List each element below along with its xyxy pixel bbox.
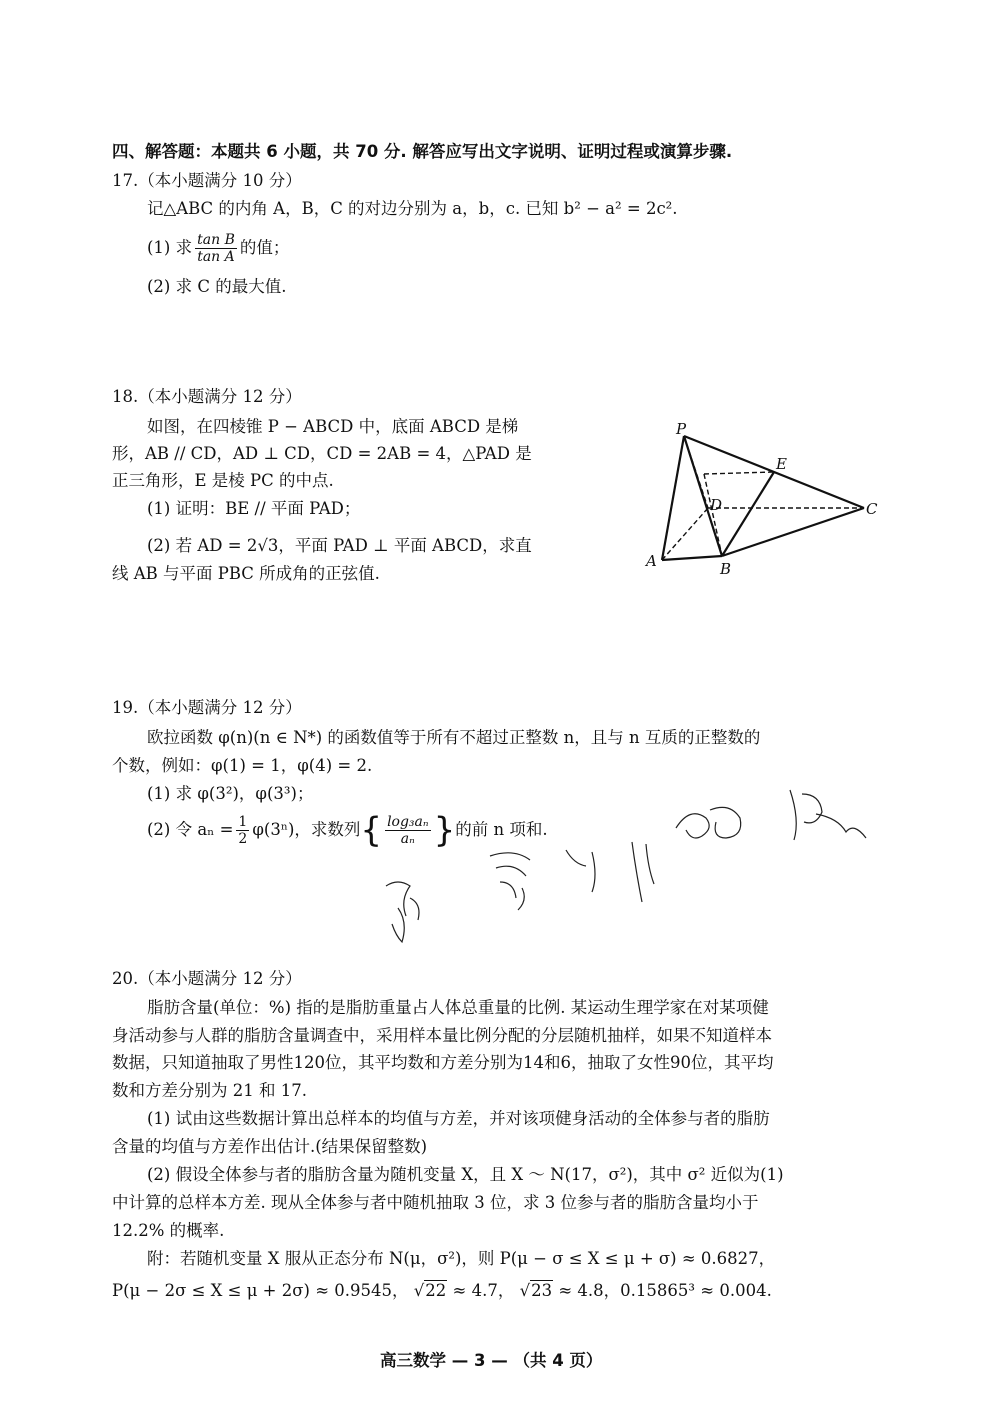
q19-part2-suffix: 的前 n 项和. (455, 820, 548, 839)
q20-line1: 脂肪含量(单位：%) 指的是脂肪重量占人体总重量的比例. 某运动生理学家在对某项健 (147, 998, 769, 1017)
q20-title: 20.（本小题满分 12 分） (112, 969, 302, 988)
section-header: 四、解答题：本题共 6 小题，共 70 分. 解答应写出文字说明、证明过程或演算步骤. (112, 142, 733, 161)
q20-line2: 身活动参与人群的脂肪含量调查中，采用样本量比例分配的分层随机抽样，如果不知道样本 (112, 1026, 772, 1045)
q17-frac-den: tan A (197, 249, 235, 265)
q18-part2b: 线 AB 与平面 PBC 所成角的正弦值. (112, 564, 380, 583)
scribble-1 (676, 807, 741, 838)
q17-part1-suffix: 的值； (239, 238, 290, 257)
q19-seq-den: aₙ (400, 831, 415, 847)
sqrt-22-value: 22 (425, 1281, 447, 1300)
scribble-4 (566, 842, 654, 902)
q20-part2c: 12.2% 的概率. (112, 1221, 225, 1240)
q17-fraction (195, 232, 237, 265)
q20-appendix2b: ≈ 4.7， (452, 1281, 515, 1300)
pyramid-figure (640, 418, 890, 580)
scribble-2 (790, 790, 866, 840)
sqrt-23: √23 (519, 1281, 553, 1300)
q19-part2-prefix: (2) 令 aₙ = (147, 820, 234, 839)
scribble-3 (490, 853, 530, 910)
line-FB (704, 474, 722, 556)
q19-half-num: 1 (238, 814, 248, 830)
label-A: A (646, 552, 657, 570)
q18-part1: (1) 证明：BE // 平面 PAD； (147, 499, 361, 518)
q20-line3: 数据，只知道抽取了男性120位，其平均数和方差分别为14和6，抽取了女性90位，其平均 (112, 1053, 774, 1072)
page-footer: 高三数学 — 3 — （共 4 页） (380, 1351, 603, 1370)
q18-line1: 如图，在四棱锥 P − ABCD 中，底面 ABCD 是梯 (147, 417, 519, 436)
q20-line4: 数和方差分别为 21 和 17. (112, 1081, 307, 1100)
q20-appendix1: 附：若随机变量 X 服从正态分布 N(μ，σ²)，则 P(μ − σ ≤ X ≤ μ + σ) ≈ 0.6827， (147, 1249, 776, 1268)
handwritten-scribbles (370, 770, 890, 970)
left-brace: { (360, 810, 383, 851)
q18-line2: 形，AB // CD，AD ⊥ CD，CD = 2AB = 4，△PAD 是 (112, 444, 532, 463)
sqrt-22: √22 (413, 1281, 447, 1300)
edge-BC (722, 508, 864, 556)
q17-part1-prefix: (1) 求 (147, 238, 193, 257)
q20-appendix2 (112, 1280, 772, 1302)
edge-AB (662, 556, 722, 560)
q18-part2a: (2) 若 AD = 2√3，平面 PAD ⊥ 平面 ABCD，求直 (147, 536, 532, 555)
edge-PA (662, 436, 684, 560)
q19-half (236, 814, 249, 847)
q18-line3: 正三角形，E 是棱 PC 的中点. (112, 471, 334, 490)
label-B: B (720, 560, 732, 578)
q19-line2: 个数，例如：φ(1) = 1，φ(4) = 2. (112, 756, 373, 775)
q18-title: 18.（本小题满分 12 分） (112, 387, 302, 406)
q20-appendix2c: ≈ 4.8，0.15865³ ≈ 0.004. (558, 1281, 772, 1300)
label-P: P (676, 420, 687, 438)
q17-title: 17.（本小题满分 10 分） (112, 171, 302, 190)
q20-part2b: 中计算的总样本方差. 现从全体参与者中随机抽取 3 位，求 3 位参与者的脂肪含量均小于 (112, 1193, 759, 1212)
q19-part2-mid: φ(3ⁿ)，求数列 (252, 820, 361, 839)
q20-appendix2a: P(μ − 2σ ≤ X ≤ μ + 2σ) ≈ 0.9545， (112, 1281, 409, 1300)
q20-part1a: (1) 试由这些数据计算出总样本的均值与方差，并对该项健身活动的全体参与者的脂肪 (147, 1109, 770, 1128)
label-E: E (776, 455, 787, 473)
label-C: C (866, 500, 878, 518)
edge-BE (722, 472, 774, 556)
q19-title: 19.（本小题满分 12 分） (112, 698, 302, 717)
q17-frac-num: tan B (197, 232, 235, 248)
sqrt-23-value: 23 (531, 1281, 553, 1300)
q19-half-den: 2 (238, 831, 248, 847)
q19-line1: 欧拉函数 φ(n)(n ∈ N*) 的函数值等于所有不超过正整数 n，且与 n 互质的正整数的 (147, 728, 761, 747)
q17-stem: 记△ABC 的内角 A，B，C 的对边分别为 a，b，c. 已知 b² − a² = 2c². (147, 199, 678, 218)
q20-part1b: 含量的均值与方差作出估计.(结果保留整数) (112, 1137, 428, 1156)
right-brace: } (433, 810, 456, 851)
q19-seq-num: log₃aₙ (387, 814, 429, 830)
q17-part1 (147, 228, 289, 268)
q19-part1: (1) 求 φ(3²)，φ(3³)； (147, 784, 314, 803)
midline-FE (704, 472, 774, 474)
scribble-5 (386, 882, 419, 942)
label-D: D (710, 496, 723, 514)
q17-part2: (2) 求 C 的最大值. (147, 277, 287, 296)
q20-part2a: (2) 假设全体参与者的脂肪含量为随机变量 X，且 X ～ N(17，σ²)，其中 σ² 近似为(1) (147, 1165, 784, 1184)
